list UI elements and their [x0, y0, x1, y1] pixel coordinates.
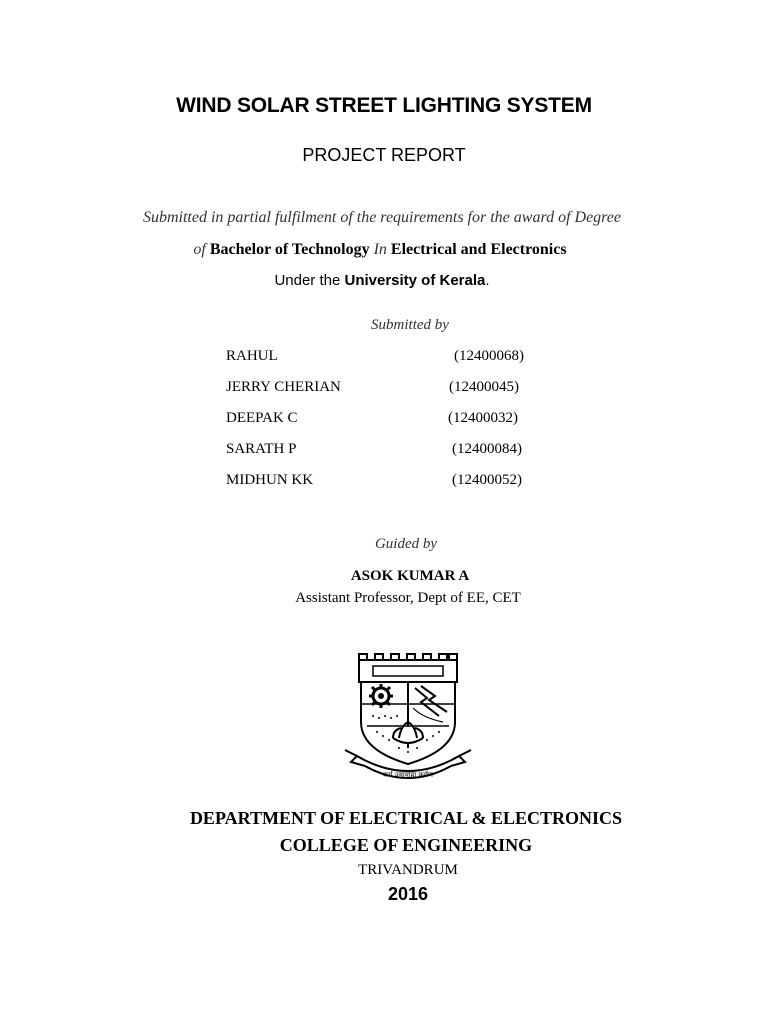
- submission-statement: Submitted in partial fulfilment of the requirements for the award of Degree: [142, 209, 622, 226]
- guide-name: ASOK KUMAR A: [350, 568, 470, 584]
- guided-by-label: Guided by: [374, 536, 438, 552]
- student-name: SARATH P: [226, 441, 297, 457]
- student-id: (12400068): [454, 348, 524, 364]
- degree-line: [0, 241, 764, 259]
- submitted-by-label: Submitted by: [371, 317, 449, 333]
- student-id: (12400084): [452, 441, 522, 457]
- degree-prefix: of: [193, 241, 210, 258]
- student-row: [226, 410, 546, 441]
- student-row: [226, 348, 546, 379]
- branch-prefix: In: [369, 241, 391, 258]
- guide-designation: Assistant Professor, Dept of EE, CET: [295, 590, 521, 606]
- report-subtitle: PROJECT REPORT: [302, 145, 466, 165]
- emblem-motto: कर्म ज्यायोह्य कर्मण: [383, 771, 433, 779]
- student-name: MIDHUN KK: [226, 472, 314, 488]
- university-suffix: .: [485, 272, 490, 289]
- college-name: COLLEGE OF ENGINEERING: [279, 835, 533, 855]
- student-row: [226, 441, 546, 472]
- gear-icon: [369, 684, 393, 708]
- student-name: DEEPAK C: [226, 410, 298, 426]
- university-name: University of Kerala: [344, 272, 486, 289]
- student-list: [226, 348, 546, 503]
- student-name: JERRY CHERIAN: [226, 379, 341, 395]
- student-name: RAHUL: [226, 348, 278, 364]
- report-title: WIND SOLAR STREET LIGHTING SYSTEM: [176, 94, 592, 117]
- university-prefix: Under the: [274, 272, 345, 289]
- student-id: (12400052): [452, 472, 522, 488]
- city-name: TRIVANDRUM: [358, 862, 458, 878]
- degree-name: Bachelor of Technology: [209, 241, 370, 258]
- department-name: DEPARTMENT OF ELECTRICAL & ELECTRONICS: [189, 808, 623, 828]
- report-year: 2016: [387, 884, 429, 904]
- student-row: [226, 379, 546, 410]
- student-id: (12400032): [448, 410, 518, 426]
- student-row: [226, 472, 546, 503]
- college-emblem: [343, 652, 473, 784]
- branch-name: Electrical and Electronics: [390, 241, 567, 258]
- student-id: (12400045): [449, 379, 519, 395]
- university-line: [0, 272, 766, 289]
